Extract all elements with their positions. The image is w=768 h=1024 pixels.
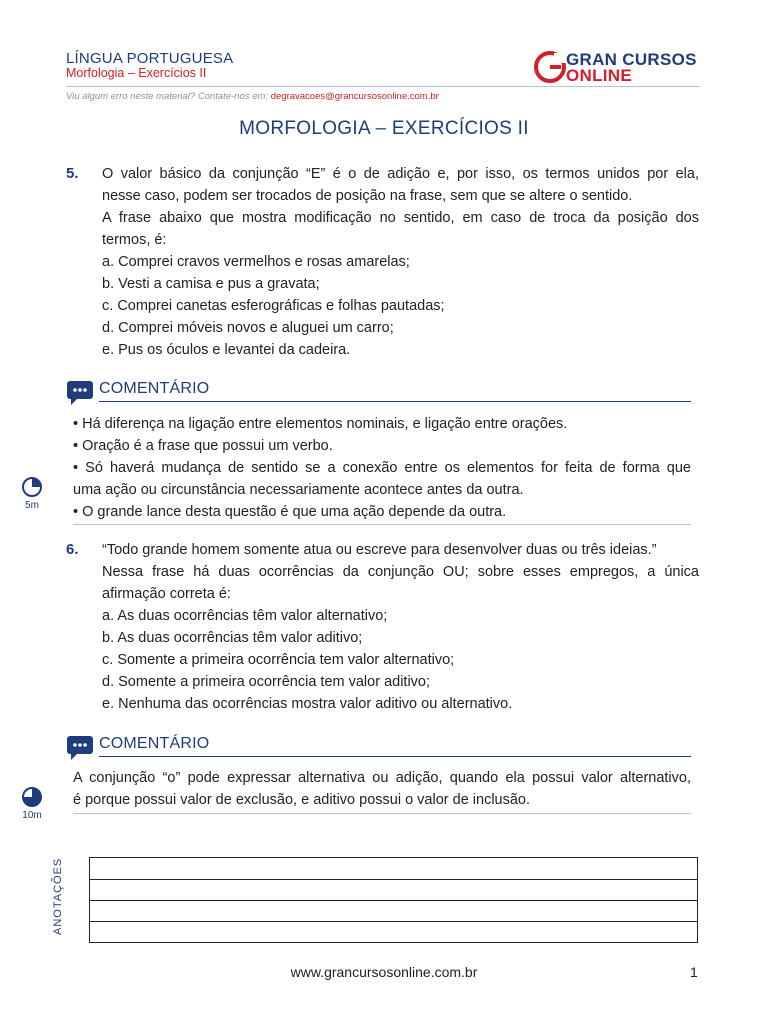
comment-line: A conjunção “o” pode expressar alternativa ou adição, quando ela possui valor alternativo, [73,770,691,786]
comment-line: • O grande lance desta questão é que uma ação depende da outra. [73,504,507,520]
question-number: 6. [66,541,79,558]
notes-label: ANOTAÇÕES [52,857,64,935]
comment-end-divider [73,524,691,525]
option-text: Vesti a camisa e pus a gravata; [118,276,320,292]
option-text: Nenhuma das ocorrências mostra valor aditivo ou alternativo. [118,696,513,712]
option-letter: d. [102,674,115,690]
option-letter: e. [102,696,115,712]
answer-option[interactable] [102,605,387,627]
footer-url-link[interactable]: www.grancursosonline.com.br [290,964,478,980]
answer-option[interactable] [102,295,445,317]
option-text: Somente a primeira ocorrência tem valor alternativo; [117,652,455,668]
contact-prefix: Viu algum erro neste material? Contate-nos em: [66,91,271,102]
answer-option[interactable] [102,273,320,295]
comment-line: • Só haverá mudança de sentido se a conexão entre os elementos for feita de forma que [73,460,691,476]
comment-divider [99,756,691,757]
option-letter: a. [102,608,115,624]
comment-line: • Oração é a frase que possui um verbo. [73,438,333,454]
logo-text-online: ONLINE [566,66,633,85]
comment-heading: COMENTÁRIO [99,380,210,397]
question-text-line: O valor básico da conjunção “E” é o de adição e, por isso, os termos unidos por ela, [102,166,699,182]
option-letter: e. [102,342,115,358]
comment-line: é porque possui valor de exclusão, e aditivo possui o valor de inclusão. [73,792,531,808]
notes-line [90,921,697,922]
option-letter: c. [102,298,114,314]
question-number: 5. [66,165,79,182]
option-letter: b. [102,630,115,646]
comment-line: • Há diferença na ligação entre elementos nominais, e ligação entre orações. [73,416,568,432]
header-divider [66,86,700,87]
notes-line [90,900,697,901]
question-text-line: afirmação correta é: [102,586,231,602]
page-number: 1 [690,964,698,980]
answer-option[interactable] [102,649,454,671]
option-text: Comprei canetas esferográficas e folhas pautadas; [117,298,445,314]
gran-logo-icon [534,51,566,83]
question-text-line: nesse caso, podem ser trocados de posição na frase, sem que se altere o sentido. [102,188,633,204]
answer-option[interactable] [102,627,362,649]
answer-option[interactable] [102,671,430,693]
page-title: MORFOLOGIA – EXERCÍCIOS II [239,118,529,139]
contact-email-link[interactable]: degravacoes@grancursosonline.com.br [270,91,439,102]
question-text-line: Nessa frase há duas ocorrências da conjunção OU; sobre esses empregos, a única [102,564,699,580]
option-letter: c. [102,652,114,668]
question-text-line: A frase abaixo que mostra modificação no sentido, em caso de troca da posição dos [102,210,699,226]
option-letter: b. [102,276,115,292]
option-letter: a. [102,254,115,270]
contact-line [66,91,439,102]
timer-icon [21,786,43,808]
comment-end-divider [73,813,691,814]
timer-label: 10m [22,810,42,821]
option-text: Pus os óculos e levantei da cadeira. [118,342,351,358]
speech-bubble-icon [66,380,94,406]
topic-subtitle: Morfologia – Exercícios II [66,66,207,80]
answer-option[interactable] [102,339,350,361]
answer-option[interactable] [102,317,394,339]
comment-divider [99,401,691,402]
option-text: Comprei móveis novos e aluguei um carro; [118,320,394,336]
timer-icon [21,476,43,498]
timer-label: 5m [25,500,39,511]
logo-text-gran-cursos: GRAN CURSOS [566,50,697,69]
speech-bubble-icon [66,735,94,761]
option-text: Comprei cravos vermelhos e rosas amarelas; [118,254,410,270]
answer-option[interactable] [102,251,410,273]
option-text: As duas ocorrências têm valor alternativo; [117,608,388,624]
notes-box[interactable] [89,857,698,943]
comment-line: uma ação ou circunstância necessariamente acontece antes da outra. [73,482,524,498]
answer-option[interactable] [102,693,512,715]
option-text: Somente a primeira ocorrência tem valor aditivo; [118,674,431,690]
question-text-line: “Todo grande homem somente atua ou escreve para desenvolver duas ou três ideias.” [102,542,657,558]
option-letter: d. [102,320,115,336]
notes-line [90,879,697,880]
option-text: As duas ocorrências têm valor aditivo; [117,630,363,646]
comment-heading: COMENTÁRIO [99,735,210,752]
question-text-line: termos, é: [102,232,167,248]
subject-title: LÍNGUA PORTUGUESA [66,50,234,67]
